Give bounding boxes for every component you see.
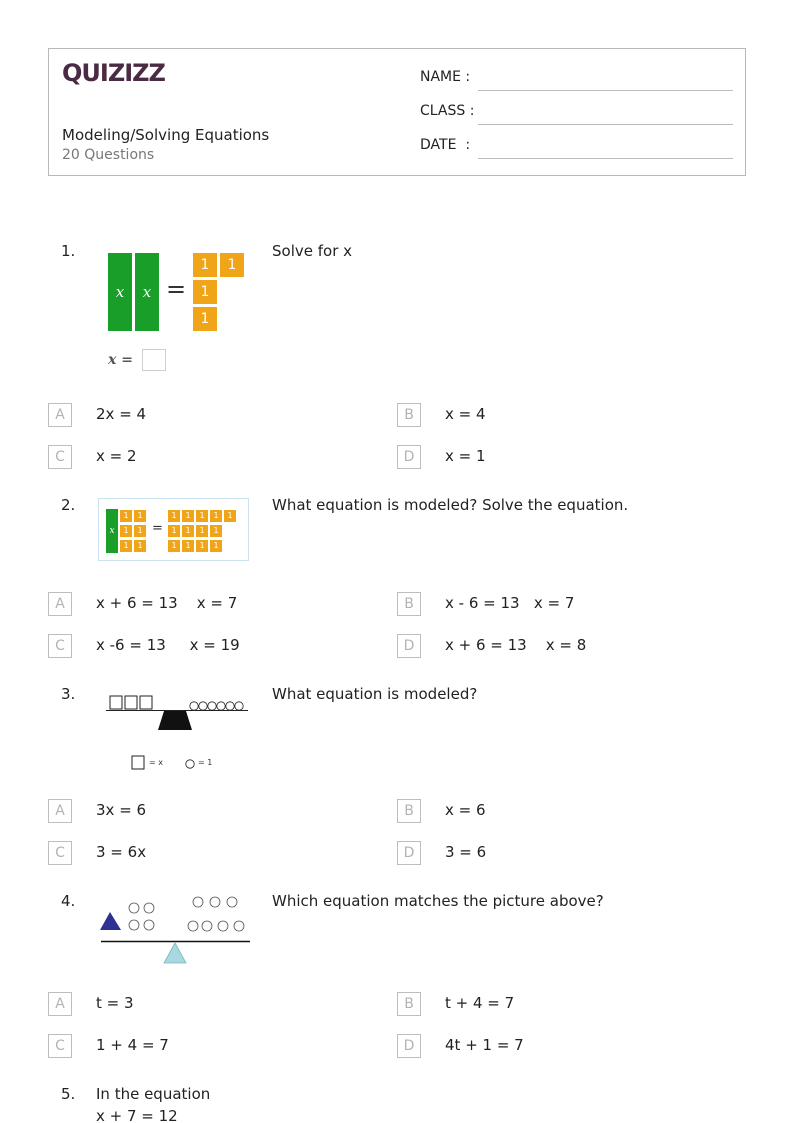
algebra-tiles-image [100, 248, 250, 376]
fulcrum [164, 943, 186, 963]
square-key-label: = x [149, 758, 163, 767]
question-text: Which equation matches the picture above? [272, 892, 604, 910]
balance-scale-image [98, 893, 252, 965]
unit-tile: 1 [220, 253, 244, 277]
question-text: What equation is modeled? [272, 685, 478, 703]
unit-tile: 1 [168, 540, 180, 552]
unit-tile: 1 [193, 280, 217, 304]
option-letter[interactable]: A [48, 992, 72, 1016]
question-text: Solve for x [272, 242, 353, 260]
option-letter[interactable]: D [397, 841, 421, 865]
answer-label: x = [108, 352, 133, 368]
answer-box [142, 349, 166, 371]
balance-scale-drawing [100, 690, 250, 775]
option-text[interactable]: t + 4 = 7 [445, 994, 515, 1012]
option-text[interactable]: x + 6 = 13 x = 7 [96, 594, 238, 612]
class-field-line[interactable] [478, 124, 733, 125]
question-number: 5. [61, 1085, 76, 1103]
option-letter[interactable]: C [48, 445, 72, 469]
equals-sign: = [166, 275, 187, 303]
option-text[interactable]: 3 = 6 [445, 843, 487, 861]
option-text[interactable]: 3 = 6x [96, 843, 147, 861]
option-letter[interactable]: B [397, 992, 421, 1016]
unit-tile: 1 [210, 510, 222, 522]
unit-tile: 1 [120, 540, 132, 552]
quizizz-logo: QUIZIZZ [62, 59, 165, 87]
option-letter[interactable]: B [397, 592, 421, 616]
unit-tile: 1 [168, 525, 180, 537]
unit-tile: 1 [193, 253, 217, 277]
unit-tile: 1 [193, 307, 217, 331]
option-letter[interactable]: C [48, 1034, 72, 1058]
unit-tile: 1 [210, 540, 222, 552]
date-label: DATE : [420, 137, 471, 153]
unit-tile: 1 [134, 510, 146, 522]
option-letter[interactable]: A [48, 799, 72, 823]
question-text: What equation is modeled? Solve the equation. [272, 496, 629, 514]
unit-tile: 1 [120, 510, 132, 522]
unit-tile: 1 [196, 540, 208, 552]
option-text[interactable]: x = 1 [445, 447, 486, 465]
triangle-variable [100, 912, 121, 930]
unit-tile: 1 [182, 540, 194, 552]
option-letter[interactable]: D [397, 634, 421, 658]
unit-tile: 1 [196, 510, 208, 522]
balance-scale-image [100, 690, 250, 775]
unit-tile: 1 [182, 510, 194, 522]
equals-sign: = [152, 521, 163, 536]
x-tile: x [106, 509, 118, 553]
option-text[interactable]: x = 4 [445, 405, 486, 423]
question-equation: x + 7 = 12 [96, 1107, 178, 1123]
unit-tile: 1 [196, 525, 208, 537]
question-text: In the equation [96, 1085, 211, 1103]
date-field-line[interactable] [478, 158, 733, 159]
circle-key-label: = 1 [198, 758, 213, 767]
unit-tile: 1 [120, 525, 132, 537]
question-number: 4. [61, 892, 76, 910]
class-label: CLASS : [420, 103, 475, 119]
option-text[interactable]: 2x = 4 [96, 405, 147, 423]
option-text[interactable]: 4t + 1 = 7 [445, 1036, 524, 1054]
option-letter[interactable]: C [48, 634, 72, 658]
option-text[interactable]: t = 3 [96, 994, 134, 1012]
unit-tile: 1 [182, 525, 194, 537]
option-text[interactable]: 3x = 6 [96, 801, 147, 819]
unit-tile: 1 [134, 525, 146, 537]
option-letter[interactable]: D [397, 1034, 421, 1058]
option-text[interactable]: x - 6 = 13 x = 7 [445, 594, 575, 612]
option-letter[interactable]: A [48, 403, 72, 427]
question-number: 2. [61, 496, 76, 514]
option-letter[interactable]: A [48, 592, 72, 616]
option-text[interactable]: x -6 = 13 x = 19 [96, 636, 240, 654]
option-letter[interactable]: D [397, 445, 421, 469]
question-number: 3. [61, 685, 76, 703]
unit-tile: 1 [210, 525, 222, 537]
worksheet-title: Modeling/Solving Equations [62, 126, 270, 144]
balance-scale-drawing [98, 893, 252, 965]
name-label: NAME : [420, 69, 471, 85]
name-field-line[interactable] [478, 90, 733, 91]
option-text[interactable]: 1 + 4 = 7 [96, 1036, 169, 1054]
option-text[interactable]: x = 6 [445, 801, 486, 819]
x-tile: x [108, 253, 132, 331]
option-letter[interactable]: C [48, 841, 72, 865]
option-text[interactable]: x = 2 [96, 447, 137, 465]
unit-tile: 1 [224, 510, 236, 522]
option-letter[interactable]: B [397, 403, 421, 427]
x-tile: x [135, 253, 159, 331]
option-letter[interactable]: B [397, 799, 421, 823]
unit-tile: 1 [134, 540, 146, 552]
question-count: 20 Questions [62, 147, 155, 163]
worksheet-header [48, 48, 746, 176]
option-text[interactable]: x + 6 = 13 x = 8 [445, 636, 587, 654]
algebra-tiles-image [98, 498, 249, 561]
question-number: 1. [61, 242, 76, 260]
unit-tile: 1 [168, 510, 180, 522]
